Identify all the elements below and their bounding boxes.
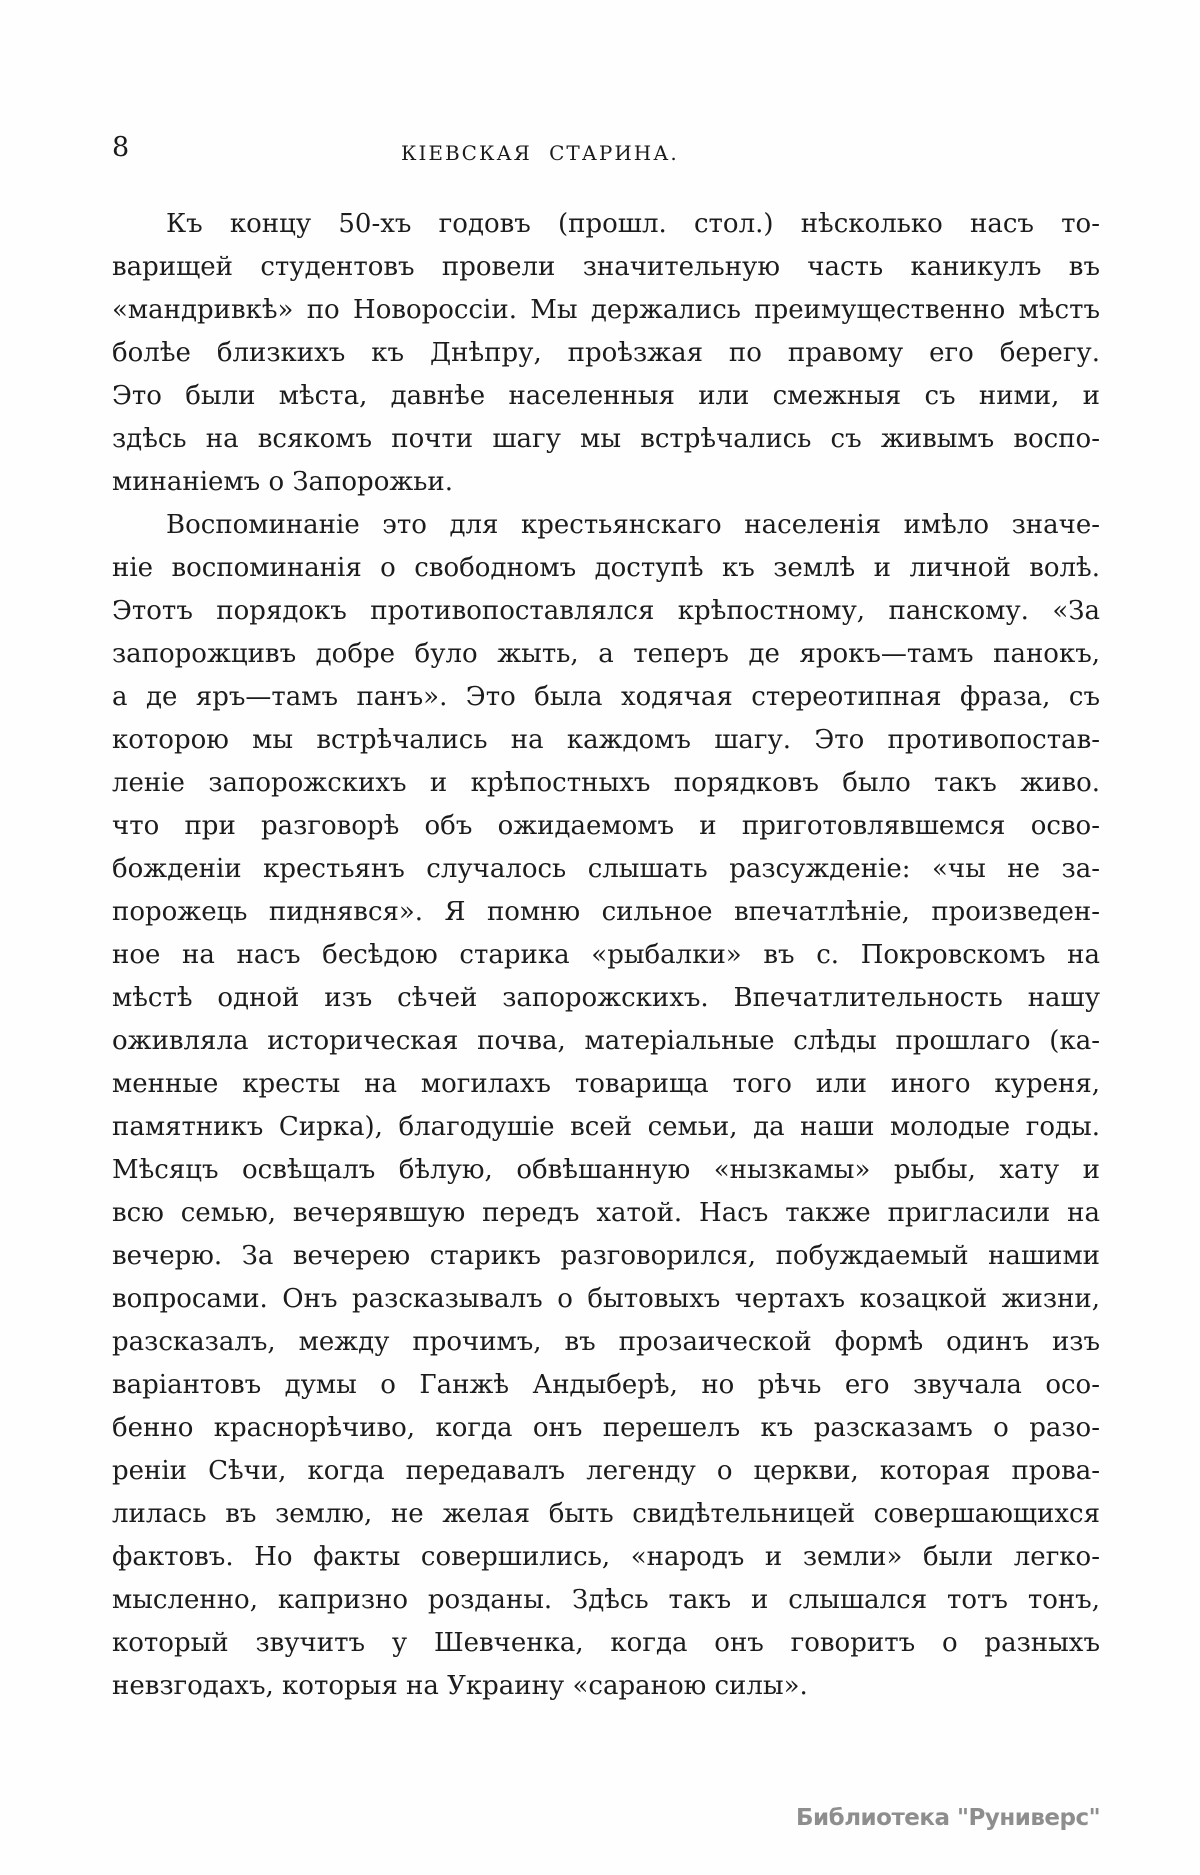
text-line: который звучитъ у Шевченка, когда онъ говоритъ о разныхъ <box>112 1628 1100 1658</box>
text-line: порожець пиднявся». Я помню сильное впечатлѣніе, произведен- <box>112 897 1100 927</box>
text-line: невзгодахъ, которыя на Украину «сараною силы». <box>112 1671 808 1701</box>
text-line: здѣсь на всякомъ почти шагу мы встрѣчались съ живымъ воспо- <box>112 424 1100 454</box>
text-line: запорожцивъ добре було жыть, а теперъ де ярокъ—тамъ панокъ, <box>112 639 1100 669</box>
text-line: разсказалъ, между прочимъ, въ прозаической формѣ одинъ изъ <box>112 1327 1100 1357</box>
text-line: вопросами. Онъ разсказывалъ о бытовыхъ чертахъ козацкой жизни, <box>112 1284 1100 1314</box>
text-line: что при разговорѣ объ ожидаемомъ и приготовлявшемся осво- <box>112 811 1100 841</box>
text-line: вечерю. За вечерею старикъ разговорился, побуждаемый нашими <box>112 1241 1100 1271</box>
text-line: болѣе близкихъ къ Днѣпру, проѣзжая по правому его берегу. <box>112 338 1100 368</box>
library-watermark: Библиотека "Руниверс" <box>796 1805 1101 1831</box>
text-line: а де яръ—тамъ панъ». Это была ходячая стереотипная фраза, съ <box>112 682 1100 712</box>
text-line: всю семью, вечерявшую передъ хатой. Насъ также пригласили на <box>112 1198 1100 1228</box>
text-line: Этотъ порядокъ противопоставлялся крѣпостному, панскому. «За <box>112 596 1100 626</box>
text-block <box>112 203 1100 1708</box>
text-line: ніе воспоминанія о свободномъ доступѣ къ землѣ и личной волѣ. <box>112 553 1100 583</box>
text-line: оживляла историческая почва, матеріальные слѣды прошлаго (ка- <box>112 1026 1100 1056</box>
text-line: бенно краснорѣчиво, когда онъ перешелъ къ разсказамъ о разо- <box>112 1413 1100 1443</box>
text-line: Воспоминаніе это для крестьянскаго населенія имѣло значе- <box>166 510 1100 540</box>
text-line: лилась въ землю, не желая быть свидѣтельницей совершающихся <box>112 1499 1100 1529</box>
text-line: памятникъ Сирка), благодушіе всей семьи, да наши молодые годы. <box>112 1112 1100 1142</box>
text-line: минаніемъ о Запорожьи. <box>112 467 454 497</box>
text-line: варіантовъ думы о Ганжѣ Андыберѣ, но рѣчь его звучала осо- <box>112 1370 1100 1400</box>
text-line: божденіи крестьянъ случалось слышать разсужденіе: «чы не за- <box>112 854 1100 884</box>
text-line: Къ концу 50-хъ годовъ (прошл. стол.) нѣсколько насъ то- <box>166 209 1100 239</box>
text-line: мѣстѣ одной изъ сѣчей запорожскихъ. Впечатлительность нашу <box>112 983 1100 1013</box>
text-line: реніи Сѣчи, когда передавалъ легенду о церкви, которая прова- <box>112 1456 1100 1486</box>
paragraph <box>112 203 1100 504</box>
text-line: «мандривкѣ» по Новороссіи. Мы держались преимущественно мѣстъ <box>112 295 1100 325</box>
text-line: ное на насъ бесѣдою старика «рыбалки» въ с. Покровскомъ на <box>112 940 1100 970</box>
text-line: мысленно, капризно розданы. Здѣсь такъ и слышался тотъ тонъ, <box>112 1585 1100 1615</box>
text-line: которою мы встрѣчались на каждомъ шагу. Это противопостав- <box>112 725 1100 755</box>
text-line: варищей студентовъ провели значительную часть каникулъ въ <box>112 252 1100 282</box>
paragraph <box>112 504 1100 1708</box>
page-number: 8 <box>112 132 130 163</box>
text-line: менные кресты на могилахъ товарища того или иного куреня, <box>112 1069 1100 1099</box>
text-line: фактовъ. Но факты совершились, «народъ и земли» были легко- <box>112 1542 1100 1572</box>
running-title: КІЕВСКАЯ СТАРИНА. <box>401 141 679 165</box>
text-line: Мѣсяцъ освѣщалъ бѣлую, обвѣшанную «нызкамы» рыбы, хату и <box>112 1155 1100 1185</box>
text-line: леніе запорожскихъ и крѣпостныхъ порядковъ было такъ живо. <box>112 768 1100 798</box>
text-line: Это были мѣста, давнѣе населенныя или смежныя съ ними, и <box>112 381 1100 411</box>
